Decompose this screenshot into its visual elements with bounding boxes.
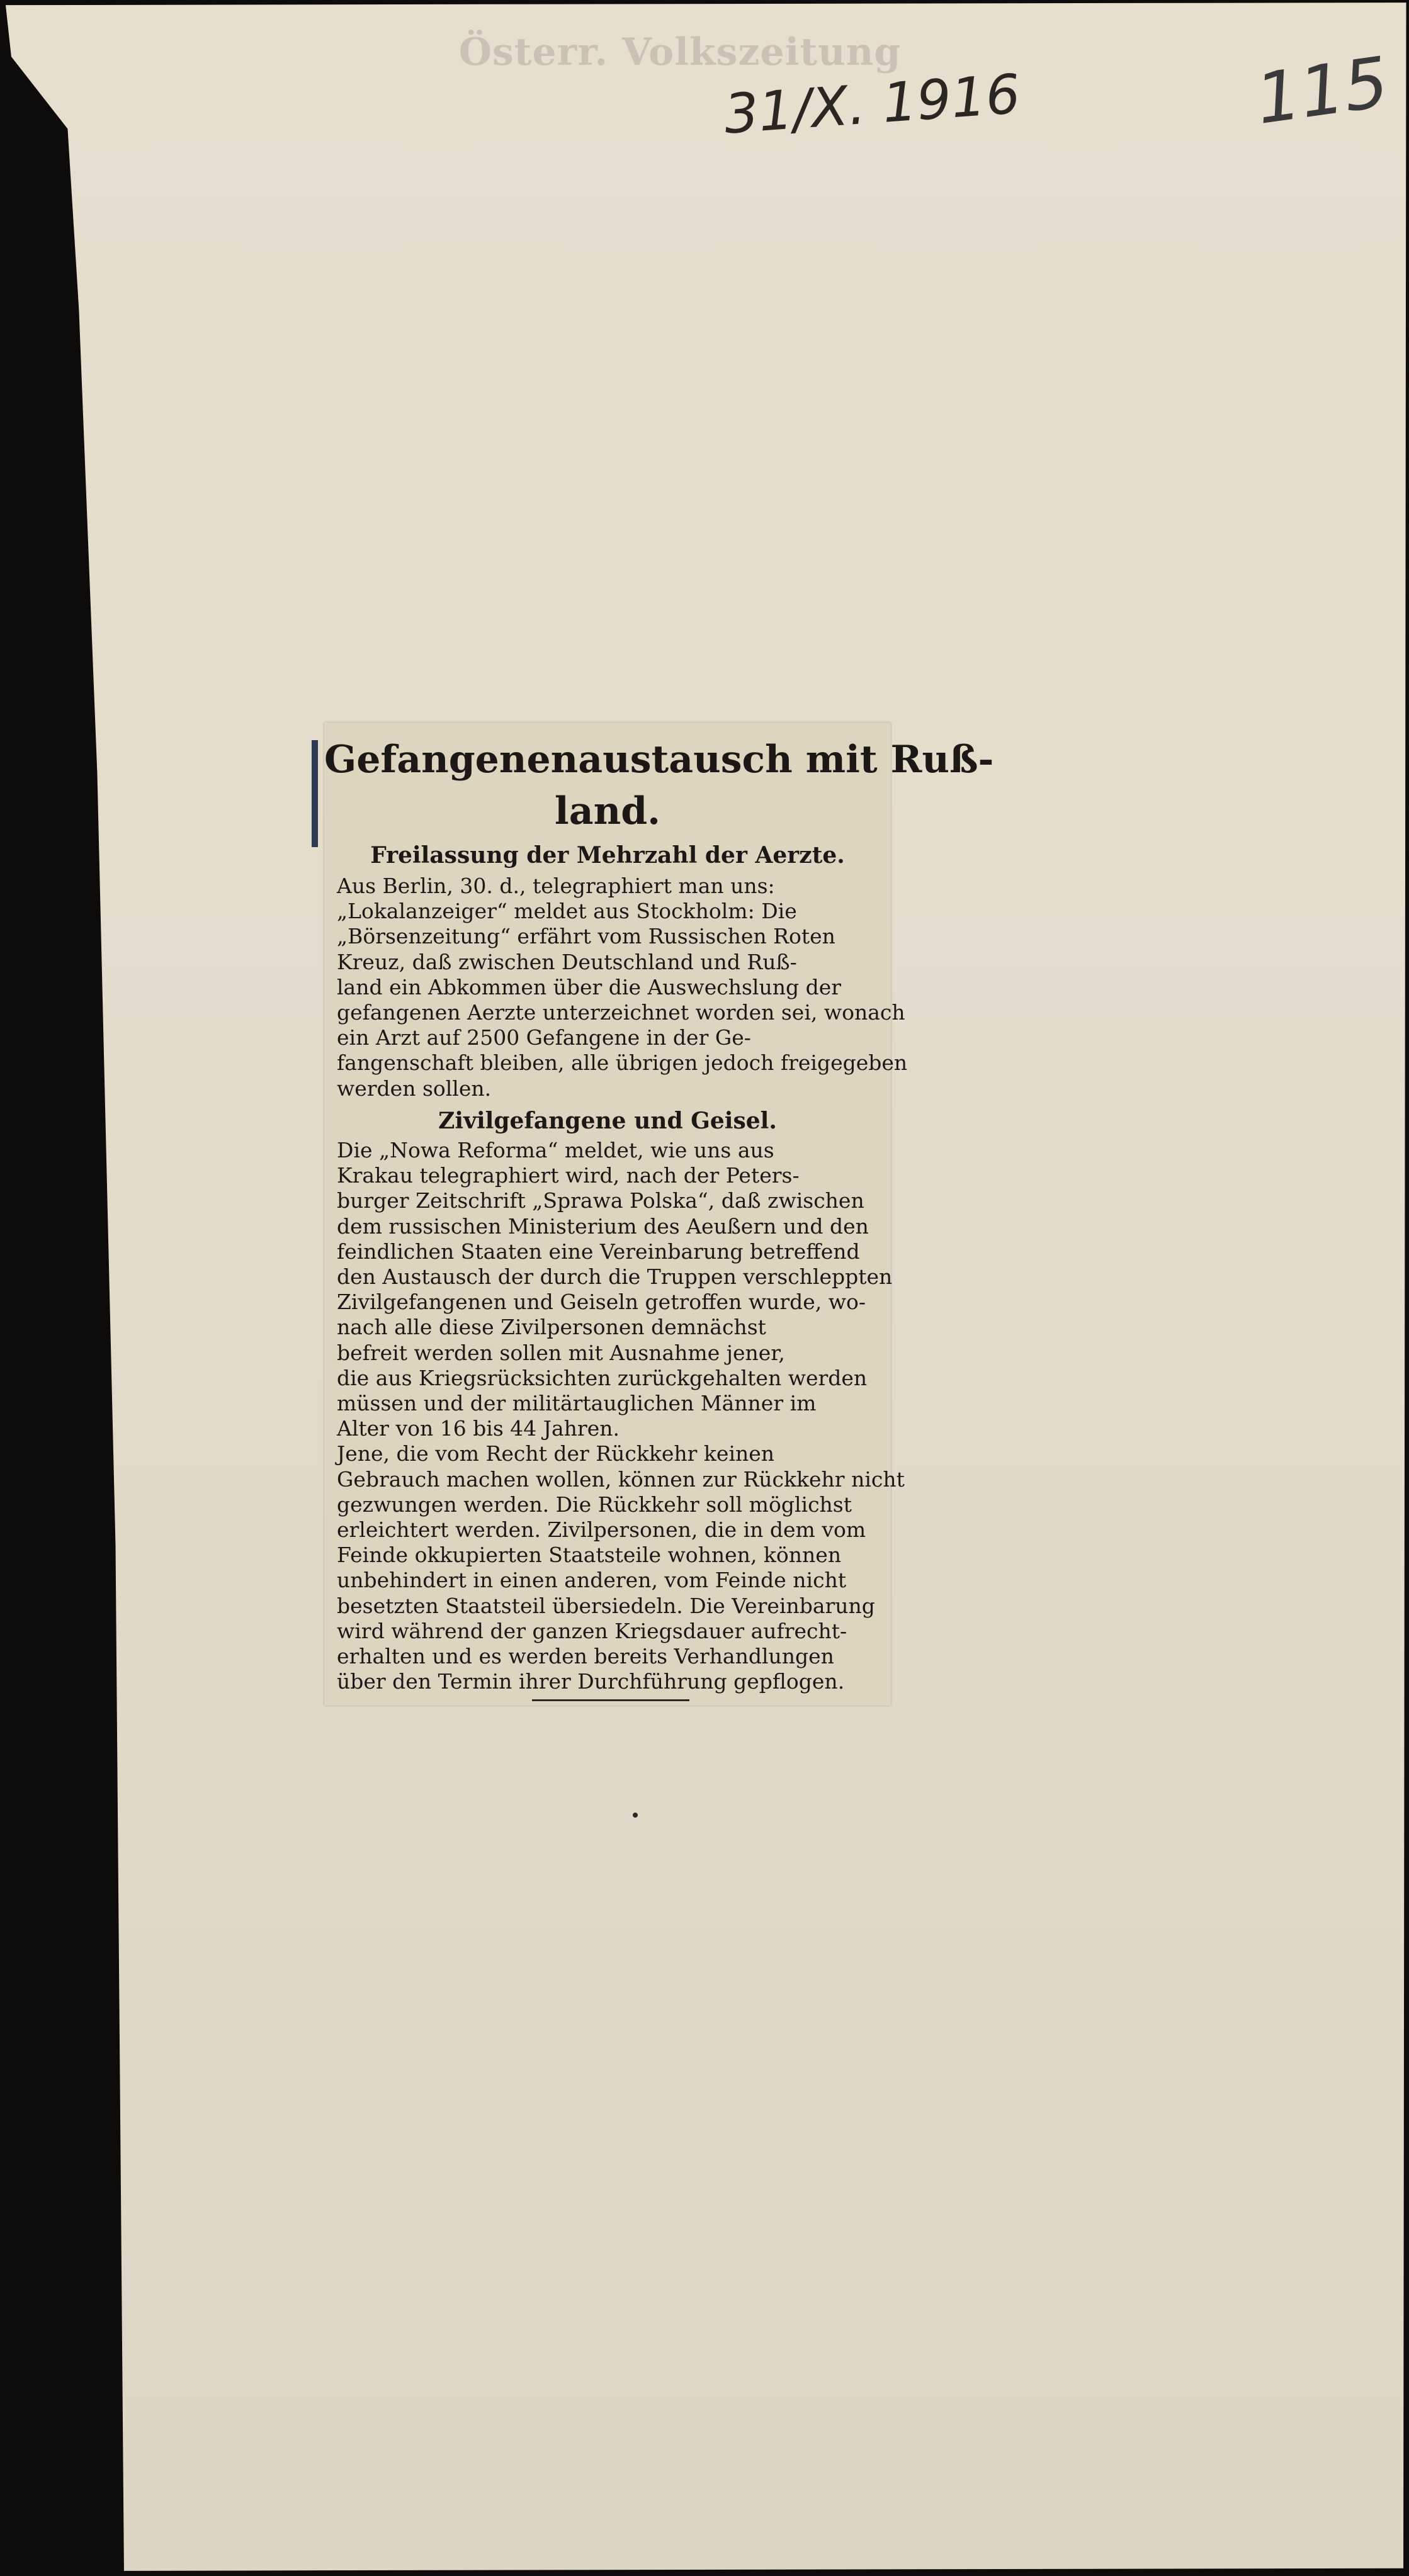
section-heading-civilians: Zivilgefangene und Geisel. (438, 1108, 777, 1134)
text-line: über den Termin ihrer Durchführung gepflogen. (337, 1669, 845, 1694)
newspaper-stamp: Österr. Volkszeitung (458, 30, 902, 74)
text-line: Alter von 16 bis 44 Jahren. (337, 1416, 620, 1441)
section-heading-doctors: Freilassung der Mehrzahl der Aerzte. (370, 842, 845, 869)
text-line: unbehindert in einen anderen, vom Feinde nicht (337, 1568, 847, 1593)
clipping-binding-strip (312, 740, 318, 847)
text-line: Feinde okkupierten Staatsteile wohnen, können (337, 1543, 842, 1568)
text-line: wird während der ganzen Kriegsdauer aufrecht- (337, 1618, 847, 1643)
headline-line: land. (554, 789, 661, 833)
text-line: erleichtert werden. Zivilpersonen, die in dem vom (337, 1517, 866, 1543)
text-line: werden sollen. (337, 1076, 492, 1101)
text-line: befreit werden sollen mit Ausnahme jener, (337, 1340, 785, 1365)
handwritten-date: 31/X. 1916 (721, 62, 1022, 147)
newspaper-clipping (324, 723, 994, 1706)
text-line: Zivilgefangenen und Geiseln getroffen wurde, wo- (337, 1290, 866, 1315)
text-line: gezwungen werden. Die Rückkehr soll möglichst (337, 1492, 852, 1517)
text-line: Die „Nowa Reforma“ meldet, wie uns aus (337, 1138, 774, 1162)
section-body-civilians (337, 1138, 905, 1694)
text-line: gefangenen Aerzte unterzeichnet worden sei, wonach (337, 1000, 905, 1025)
text-line: „Börsenzeitung“ erfährt vom Russischen Roten (337, 924, 835, 949)
text-line: land ein Abkommen über die Auswechslung der (337, 974, 842, 999)
text-line: fangenschaft bleiben, alle übrigen jedoch freigegeben (337, 1050, 908, 1076)
text-line: dem russischen Ministerium des Aeußern und den (337, 1213, 869, 1239)
section-body-doctors (337, 874, 908, 1101)
text-line: müssen und der militärtauglichen Männer im (337, 1391, 817, 1416)
text-line: „Lokalanzeiger“ meldet aus Stockholm: Die (337, 899, 797, 924)
text-line: nach alle diese Zivilpersonen demnächst (337, 1315, 766, 1340)
text-line: den Austausch der durch die Truppen verschleppten (337, 1264, 893, 1290)
text-line: die aus Kriegsrücksichten zurückgehalten werden (337, 1365, 868, 1390)
text-line: erhalten und es werden bereits Verhandlungen (337, 1644, 834, 1669)
text-line: Krakau telegraphiert wird, nach der Peters- (337, 1163, 800, 1188)
text-line: feindlichen Staaten eine Vereinbarung betreffend (337, 1239, 860, 1264)
text-line: besetzten Staatsteil übersiedeln. Die Vereinbarung (337, 1593, 875, 1618)
text-line: ein Arzt auf 2500 Gefangene in der Ge- (337, 1025, 751, 1050)
text-line: Jene, die vom Recht der Rückkehr keinen (337, 1441, 775, 1466)
text-line: Aus Berlin, 30. d., telegraphiert man uns: (337, 874, 775, 898)
text-line: burger Zeitschrift „Sprawa Polska“, daß zwischen (337, 1188, 864, 1213)
folio-number: 115 (1251, 42, 1393, 140)
closing-rule (532, 1699, 689, 1701)
text-line: Gebrauch machen wollen, können zur Rückkehr nicht (337, 1466, 905, 1492)
ink-dot (633, 1813, 638, 1818)
headline-line: Gefangenenaustausch mit Ruß- (324, 738, 994, 782)
text-line: Kreuz, daß zwischen Deutschland und Ruß- (337, 949, 797, 974)
article-headline (324, 734, 994, 837)
